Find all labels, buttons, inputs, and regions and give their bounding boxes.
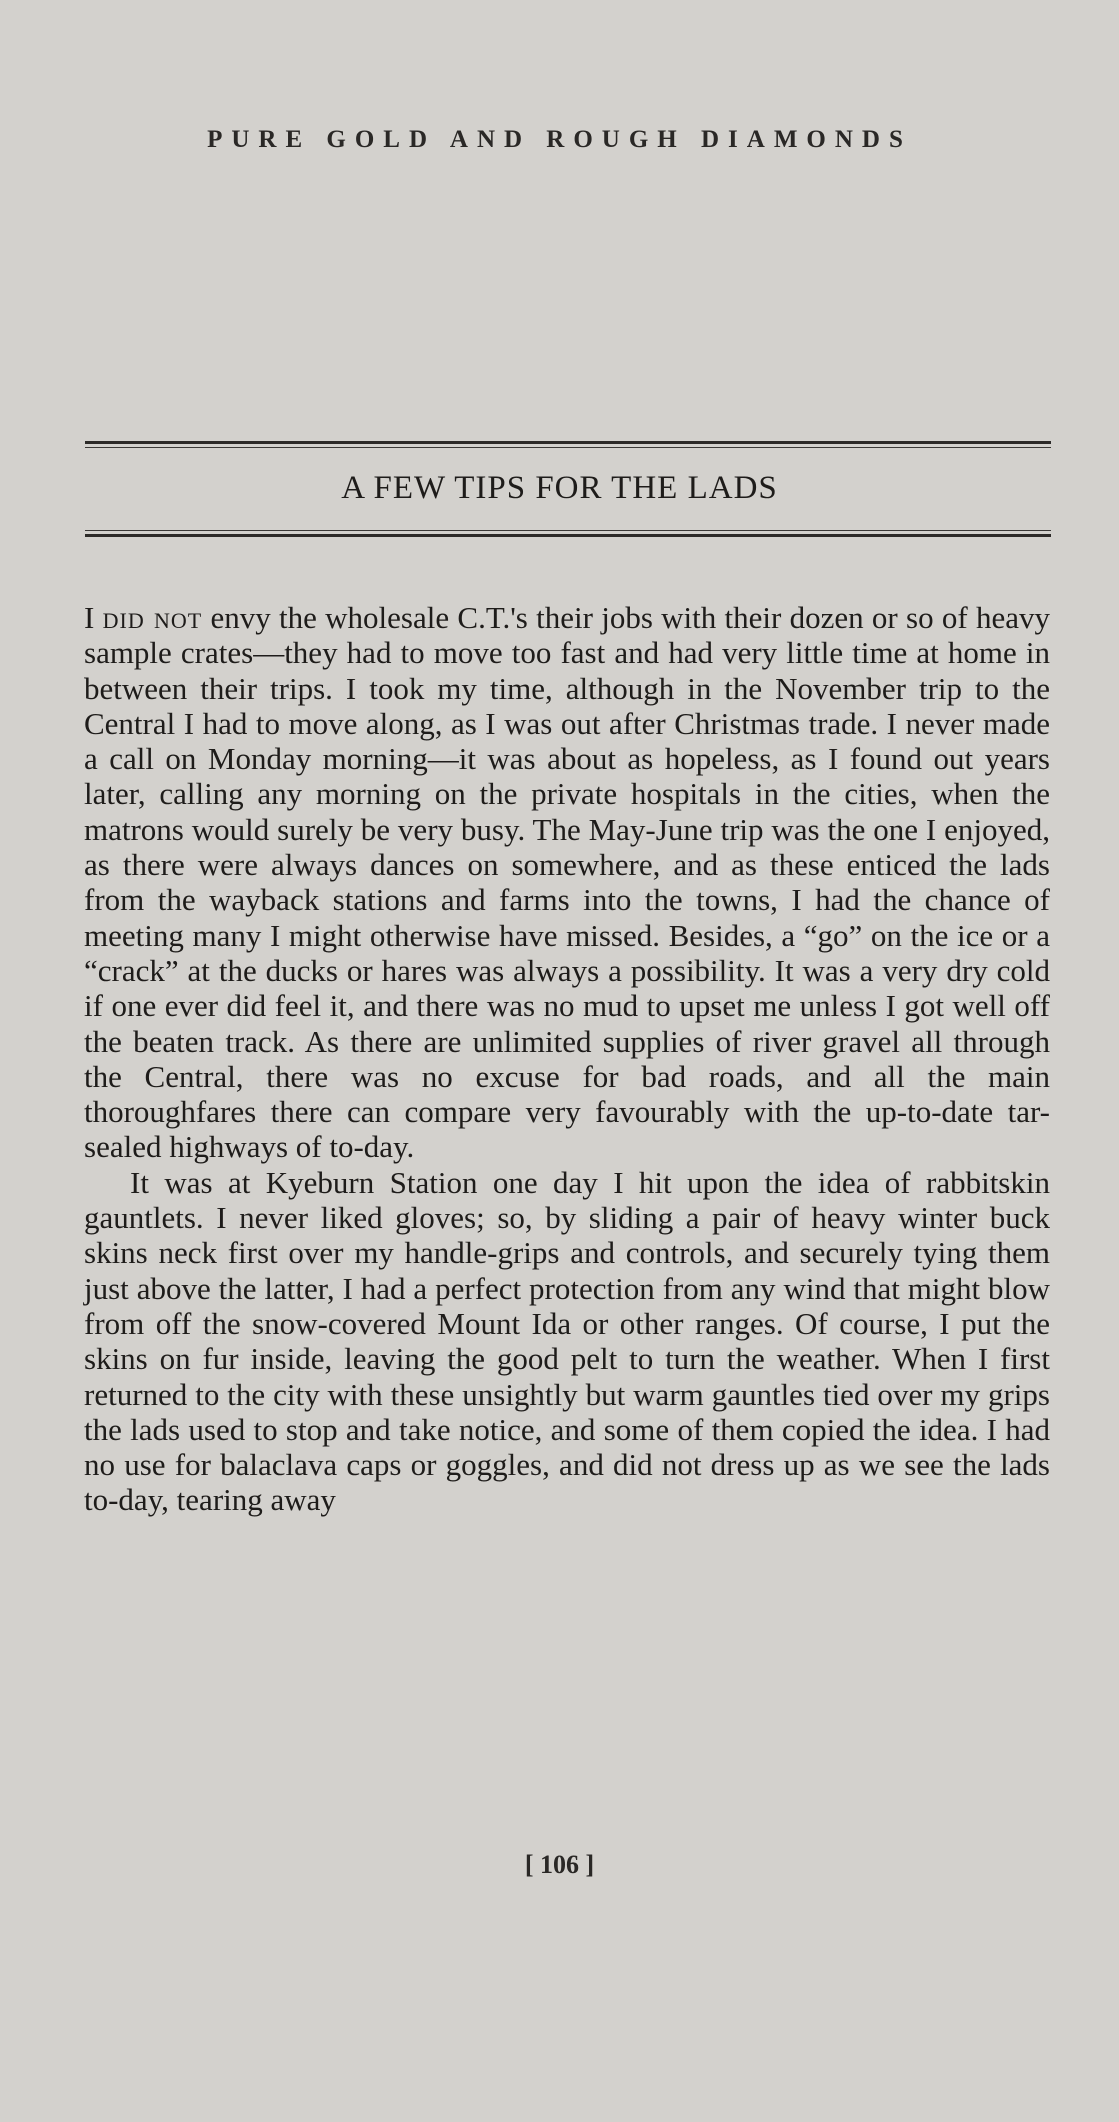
paragraph-1 <box>84 600 1050 1165</box>
paragraph-2: It was at Kyeburn Station one day I hit upon the idea of rabbitskin gauntlets. I never liked gloves; so, by sliding a pair of heavy winter buck skins neck first over my handle-grips and controls, and securely tying them just above the latter, I had a perfect protection from any wind that might blow from off the snow-covered Mount Ida or other ranges. Of course, I put the skins on fur inside, leaving the good pelt to turn the weather. When I first returned to the city with these unsightly but warm gauntles tied over my grips the lads used to stop and take notice, and some of them copied the idea. I had no use for balaclava caps or goggles, and did not dress up as we see the lads to-day, tearing away <box>84 1164 1050 1518</box>
paragraph-1-text: envy the wholesale C.T.'s their jobs with their dozen or so of heavy sample crates—they had to move too fast and had very little time at home in between their trips. I took my time, although in the November trip to the Central I had to move along, as I was out after Christmas trade. I never made a call on Monday morning—it was about as hopeless, as I found out years later, calling any morning on the private hospitals in the cities, when the matrons would surely be very busy. The May-June trip was the one I enjoyed, as there were always dances on somewhere, and as these enticed the lads from the wayback stations and farms into the towns, I had the chance of meeting many I might otherwise have missed. Besides, a “go” on the ice or a “crack” at the ducks or hares was always a possibility. It was a very dry cold if one ever did feel it, and there was no mud to upset me unless I got well off the beaten track. As there are unlimited supplies of river gravel all through the Central, there was no excuse for bad roads, and all the main thoroughfares there can compare very favourably with the up-to-date tar-sealed highways of to-day. <box>84 600 1050 1165</box>
running-head: PURE GOLD AND ROUGH DIAMONDS <box>207 126 912 153</box>
chapter-title: A FEW TIPS FOR THE LADS <box>341 470 778 506</box>
chapter-rule-bottom <box>85 530 1051 537</box>
lead-in-letter: I <box>84 600 95 635</box>
body-text <box>84 600 1050 1518</box>
page-number: [ 106 ] <box>524 1850 595 1879</box>
lead-in-smallcaps: did not <box>102 600 203 635</box>
chapter-rule-top <box>85 441 1051 448</box>
